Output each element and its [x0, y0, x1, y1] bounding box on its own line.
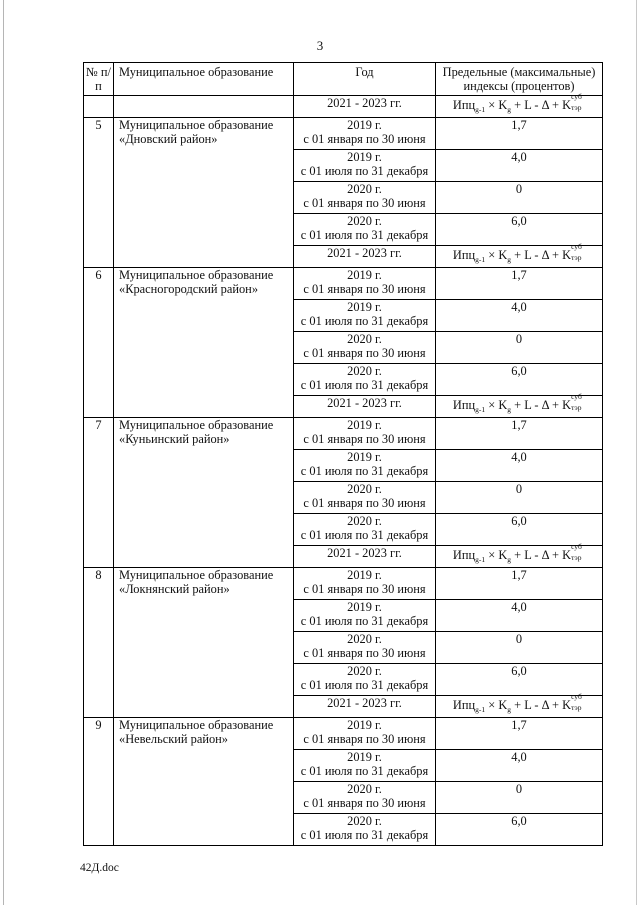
formula-ipc: Ипц — [452, 248, 476, 262]
cell-no: 8 — [84, 568, 114, 718]
cell-index-value: 4,0 — [436, 600, 603, 632]
formula-kt-sup: суб — [571, 242, 582, 251]
cell-index-value: 1,7 — [436, 568, 603, 600]
cell-index-value: 0 — [436, 782, 603, 814]
cell-year-period: с 01 января по 30 июня — [303, 646, 426, 660]
formula-kt-sub: тэр — [571, 253, 582, 262]
cell-municipality: Муниципальное образование «Локнянский район» — [114, 568, 294, 718]
formula-kt-sup: суб — [571, 92, 582, 101]
cell-year: 2021 - 2023 гг. — [294, 96, 436, 118]
table-body — [84, 92, 603, 846]
cell-year — [294, 750, 436, 782]
cell-index-formula — [436, 542, 603, 568]
formula-times-k: × K — [485, 398, 508, 412]
formula-times-k: × K — [485, 248, 508, 262]
cell-index-value: 0 — [436, 182, 603, 214]
cell-municipality: Муниципальное образование «Куньинский район» — [114, 418, 294, 568]
cell-year-period: с 01 января по 30 июня — [303, 732, 426, 746]
cell-no: 7 — [84, 418, 114, 568]
cell-municipality: Муниципальное образование «Невельский район» — [114, 718, 294, 846]
table-header-row — [84, 63, 603, 96]
formula-k-sub: g — [507, 255, 512, 264]
formula-ipc-sub: g-1 — [475, 705, 486, 714]
formula — [452, 92, 585, 117]
cell-no: 5 — [84, 118, 114, 268]
cell-index-value: 6,0 — [436, 814, 603, 846]
cell-year-period: с 01 июля по 31 декабря — [300, 678, 429, 692]
cell-year-label: 2019 г. — [347, 418, 382, 432]
cell-index-value: 6,0 — [436, 664, 603, 696]
cell-year — [294, 332, 436, 364]
cell-year-period: с 01 июля по 31 декабря — [300, 228, 429, 242]
formula — [452, 542, 585, 567]
cell-index-value: 1,7 — [436, 418, 603, 450]
cell-year-label: 2019 г. — [347, 300, 382, 314]
cell-year-label: 2020 г. — [347, 332, 382, 346]
cell-year-label: 2019 г. — [347, 150, 382, 164]
cell-year-period: с 01 января по 30 июня — [303, 496, 426, 510]
cell-index-formula — [436, 242, 603, 268]
cell-year-label: 2020 г. — [347, 664, 382, 678]
cell-year — [294, 150, 436, 182]
formula-kt-scripts — [571, 242, 585, 262]
cell-year — [294, 482, 436, 514]
cell-index-value: 6,0 — [436, 364, 603, 396]
cell-year-label: 2020 г. — [347, 482, 382, 496]
formula-k-sub: g — [507, 555, 512, 564]
cell-year — [294, 182, 436, 214]
header-year: Год — [294, 63, 436, 96]
cell-year-period: с 01 января по 30 июня — [303, 432, 426, 446]
cell-year — [294, 300, 436, 332]
cell-year-label: 2020 г. — [347, 182, 382, 196]
formula-kt-scripts — [571, 542, 585, 562]
formula-k-sub: g — [507, 705, 512, 714]
cell-year — [294, 214, 436, 246]
formula-kt-sub: тэр — [571, 103, 582, 112]
formula-mid: + L - Δ + K — [511, 548, 572, 562]
formula-k-sub: g — [507, 405, 512, 414]
cell-year-label: 2020 г. — [347, 214, 382, 228]
formula-mid: + L - Δ + K — [511, 398, 572, 412]
cell-year-period: с 01 июля по 31 декабря — [300, 314, 429, 328]
cell-year — [294, 814, 436, 846]
cell-year — [294, 418, 436, 450]
cell-no: 6 — [84, 268, 114, 418]
page-number: 3 — [316, 38, 324, 53]
cell-year-period: с 01 июля по 31 декабря — [300, 378, 429, 392]
formula-kt-sub: тэр — [571, 553, 582, 562]
formula-k-sub: g — [507, 105, 512, 114]
cell-year: 2021 - 2023 гг. — [294, 696, 436, 718]
cell-year-period: с 01 июля по 31 декабря — [300, 528, 429, 542]
table-row — [84, 418, 603, 450]
formula-kt-scripts — [571, 92, 585, 112]
cell-index-formula — [436, 392, 603, 418]
cell-index-formula — [436, 92, 603, 118]
cell-index-value: 1,7 — [436, 118, 603, 150]
scan-edge-left — [3, 0, 4, 905]
table-row-carryover — [84, 96, 603, 118]
cell-year-label: 2019 г. — [347, 268, 382, 282]
formula — [452, 392, 585, 417]
cell-year-label: 2019 г. — [347, 750, 382, 764]
cell-municipality: Муниципальное образование «Красногородский район» — [114, 268, 294, 418]
cell-index-formula — [436, 692, 603, 718]
cell-year-label: 2019 г. — [347, 568, 382, 582]
cell-year-period: с 01 января по 30 июня — [303, 346, 426, 360]
cell-year — [294, 568, 436, 600]
cell-index-value: 6,0 — [436, 514, 603, 546]
formula-kt-sub: тэр — [571, 703, 582, 712]
cell-year: 2021 - 2023 гг. — [294, 246, 436, 268]
cell-year: 2021 - 2023 гг. — [294, 396, 436, 418]
cell-year-period: с 01 января по 30 июня — [303, 282, 426, 296]
cell-index-value: 4,0 — [436, 750, 603, 782]
cell-index-value: 0 — [436, 482, 603, 514]
table-row — [84, 118, 603, 150]
table-row — [84, 718, 603, 750]
formula-times-k: × K — [485, 98, 508, 112]
table-row — [84, 568, 603, 600]
cell-year-label: 2020 г. — [347, 782, 382, 796]
cell-year-label: 2019 г. — [347, 450, 382, 464]
cell-year — [294, 664, 436, 696]
scan-edge-right — [636, 0, 637, 905]
cell-index-value: 4,0 — [436, 150, 603, 182]
formula-times-k: × K — [485, 698, 508, 712]
cell-index-value: 1,7 — [436, 718, 603, 750]
cell-year-period: с 01 января по 30 июня — [303, 196, 426, 210]
formula-times-k: × K — [485, 548, 508, 562]
cell-year: 2021 - 2023 гг. — [294, 546, 436, 568]
cell-year — [294, 632, 436, 664]
formula-ipc-sub: g-1 — [475, 405, 486, 414]
cell-year — [294, 600, 436, 632]
document-footer: 42Д.doc — [80, 862, 119, 874]
cell-year — [294, 364, 436, 396]
cell-no: 9 — [84, 718, 114, 846]
formula-ipc: Ипц — [452, 98, 476, 112]
cell-year-label: 2019 г. — [347, 118, 382, 132]
cell-year — [294, 450, 436, 482]
cell-year-period: с 01 января по 30 июня — [303, 582, 426, 596]
cell-index-value: 4,0 — [436, 300, 603, 332]
cell-no — [84, 96, 114, 118]
cell-year-period: с 01 января по 30 июня — [303, 796, 426, 810]
formula-kt-sup: суб — [571, 542, 582, 551]
formula-ipc-sub: g-1 — [475, 105, 486, 114]
header-no: № п/п — [84, 63, 114, 96]
cell-municipality: Муниципальное образование «Дновский район» — [114, 118, 294, 268]
formula-kt-sup: суб — [571, 692, 582, 701]
cell-year-period: с 01 июля по 31 декабря — [300, 164, 429, 178]
cell-year — [294, 268, 436, 300]
cell-year-period: с 01 июля по 31 декабря — [300, 828, 429, 842]
cell-index-value: 4,0 — [436, 450, 603, 482]
cell-year-label: 2019 г. — [347, 600, 382, 614]
formula-ipc: Ипц — [452, 698, 476, 712]
cell-index-value: 0 — [436, 632, 603, 664]
indices-table — [83, 62, 603, 846]
formula-mid: + L - Δ + K — [511, 698, 572, 712]
formula-ipc: Ипц — [452, 398, 476, 412]
formula — [452, 692, 585, 717]
formula-kt-scripts — [571, 392, 585, 412]
cell-year-label: 2020 г. — [347, 814, 382, 828]
formula-kt-sub: тэр — [571, 403, 582, 412]
formula-mid: + L - Δ + K — [511, 248, 572, 262]
cell-year — [294, 718, 436, 750]
formula-kt-scripts — [571, 692, 585, 712]
header-municipality: Муниципальное образование — [114, 63, 294, 96]
cell-year-period: с 01 января по 30 июня — [303, 132, 426, 146]
formula-ipc-sub: g-1 — [475, 255, 486, 264]
cell-index-value: 0 — [436, 332, 603, 364]
formula-kt-sup: суб — [571, 392, 582, 401]
formula — [452, 242, 585, 267]
cell-year-label: 2019 г. — [347, 718, 382, 732]
cell-year-period: с 01 июля по 31 декабря — [300, 764, 429, 778]
cell-year-label: 2020 г. — [347, 514, 382, 528]
header-index: Предельные (максимальные) индексы (процентов) — [436, 63, 603, 96]
table-row — [84, 268, 603, 300]
cell-year-label: 2020 г. — [347, 632, 382, 646]
cell-municipality — [114, 96, 294, 118]
cell-year-period: с 01 июля по 31 декабря — [300, 614, 429, 628]
cell-year-label: 2020 г. — [347, 364, 382, 378]
cell-index-value: 1,7 — [436, 268, 603, 300]
cell-year — [294, 514, 436, 546]
cell-year — [294, 118, 436, 150]
cell-year-period: с 01 июля по 31 декабря — [300, 464, 429, 478]
formula-ipc: Ипц — [452, 548, 476, 562]
formula-mid: + L - Δ + K — [511, 98, 572, 112]
cell-index-value: 6,0 — [436, 214, 603, 246]
cell-year — [294, 782, 436, 814]
formula-ipc-sub: g-1 — [475, 555, 486, 564]
